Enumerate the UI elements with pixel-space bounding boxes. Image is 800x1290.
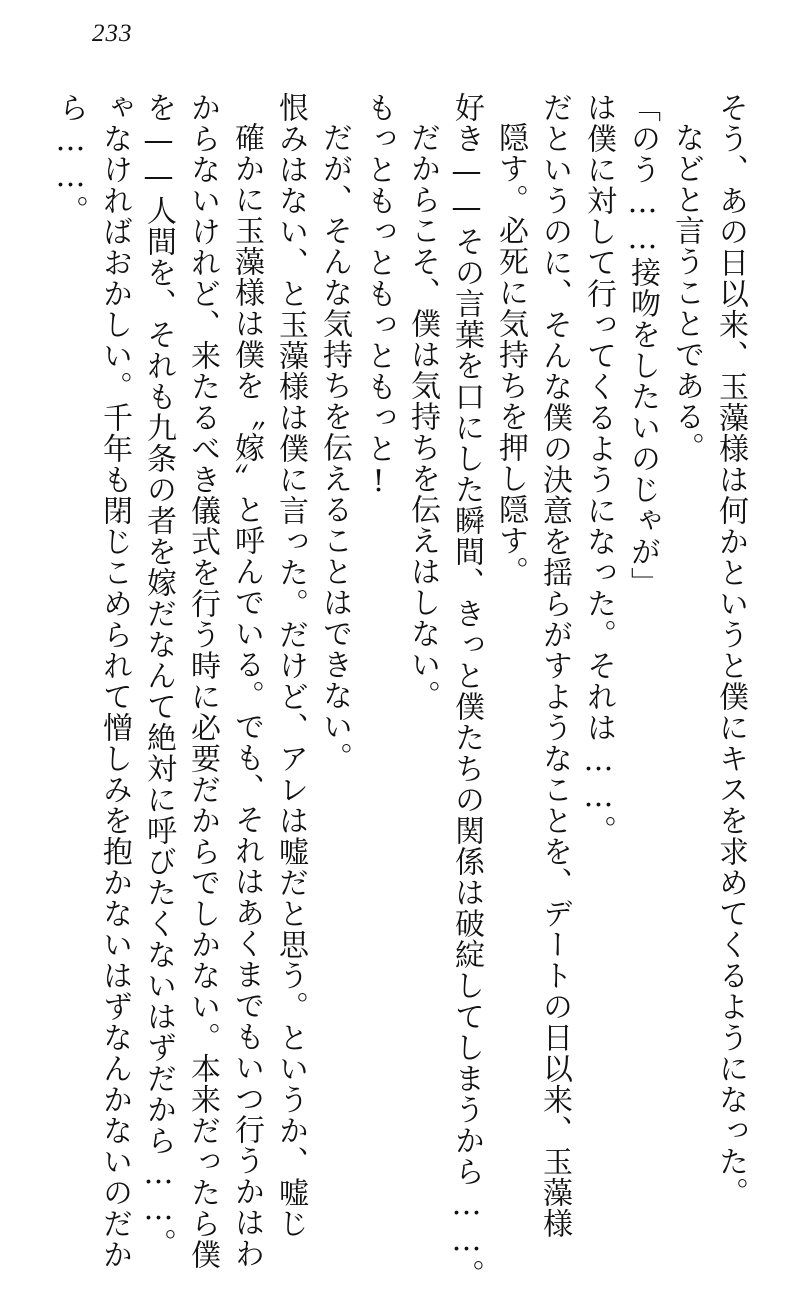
text-line: からないけれど、来たるべき儀式を行う時に必要だからでしかない。本来だったら僕 — [185, 92, 220, 1270]
text-line: だからこそ、僕は気持ちを伝えはしない。 — [405, 122, 440, 711]
page-number: 233 — [92, 20, 133, 47]
text-line: などと言うことである。 — [669, 122, 704, 463]
text-line: を——人間を、それも九条の者を嫁だなんて絶対に呼びたくないはずだから……。 — [141, 92, 176, 1259]
text-line: 確かに玉藻様は僕を〝嫁〟と呼んでいる。でも、それはあくまでもいつ行うかはわ — [229, 122, 264, 1269]
text-line: もっともっともっともっと! — [361, 92, 396, 500]
text-line: だが、そんな気持ちを伝えることはできない。 — [317, 122, 352, 773]
text-line: 恨みはない、と玉藻様は僕に言った。だけど、アレは嘘だと思う。というか、嘘じ — [273, 92, 308, 1239]
text-line: 好き——その言葉を口にした瞬間、きっと僕たちの関係は破綻してしまうから……。 — [449, 92, 484, 1290]
text-line: そう、あの日以来、玉藻様は何かというと僕にキスを求めてくるようになった。 — [713, 92, 748, 1208]
text-line: だというのに、そんな僕の決意を揺らがすようなことを、デートの日以来、玉藻様 — [537, 92, 572, 1239]
text-line: ら……。 — [53, 92, 88, 226]
text-line: 隠す。必死に気持ちを押し隠す。 — [493, 122, 528, 587]
text-line: は僕に対して行ってくるようになった。それは……。 — [581, 92, 616, 846]
body-text — [48, 92, 752, 1290]
text-line: ゃなければおかしい。千年も閉じこめられて憎しみを抱かないはずなんかないのだか — [97, 92, 132, 1270]
text-line: 「のう……接吻をしたいのじゃが」 — [625, 92, 660, 598]
